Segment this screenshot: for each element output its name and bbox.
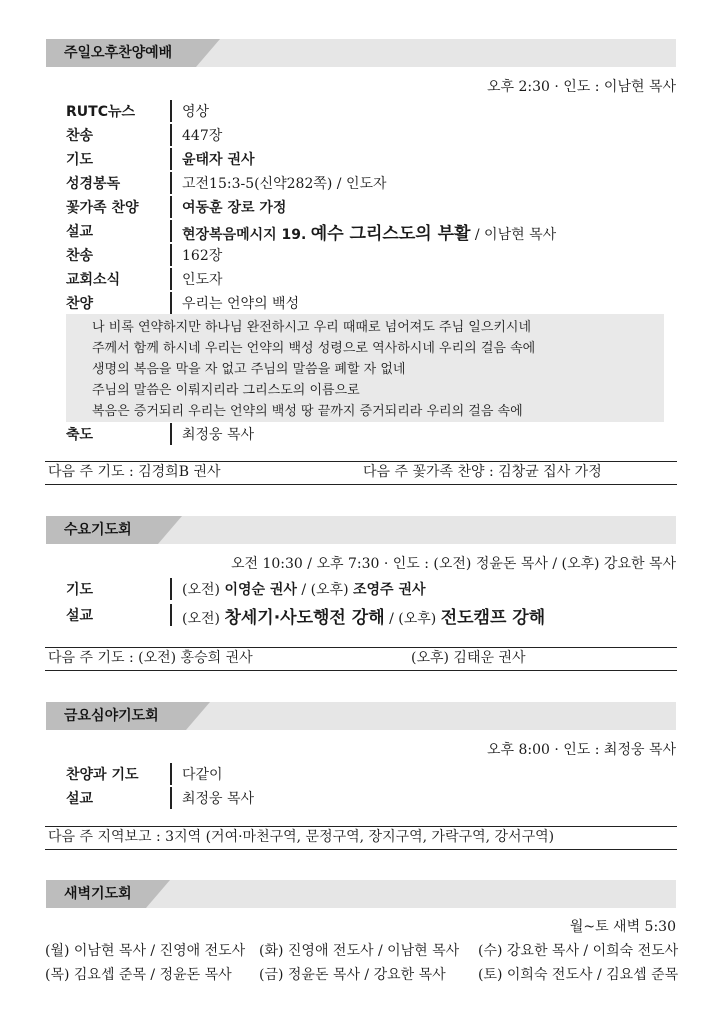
- divider: [170, 172, 172, 194]
- dawn-schedule-mon: (월) 이남현 목사 / 진영애 전도사: [45, 943, 246, 959]
- order-row-sermon: [66, 219, 556, 243]
- next-praise: 다음 주 꽃가족 찬양 : 김창균 집사 가정: [363, 464, 602, 480]
- order-row: [66, 577, 426, 601]
- order-label: 기도: [66, 152, 94, 168]
- section-header-wednesday: [46, 516, 676, 544]
- divider: [170, 244, 172, 266]
- section-title: 주일오후찬양예배: [46, 39, 196, 67]
- order-label: 성경봉독: [66, 176, 121, 192]
- dawn-schedule-wed: (수) 강요한 목사 / 이희숙 전도사: [478, 943, 679, 959]
- next-region-report: 다음 주 지역보고 : 3지역 (거여·마천구역, 문정구역, 장지구역, 가락구역, 강서구역): [48, 829, 555, 845]
- order-row: [66, 171, 387, 195]
- order-label: RUTC뉴스: [66, 104, 136, 120]
- order-label: 꽃가족 찬양: [66, 200, 139, 216]
- time-tag: (오전): [182, 610, 220, 627]
- order-label: 찬양과 기도: [66, 767, 139, 783]
- dawn-schedule-sat: (토) 이희숙 전도사 / 김요셉 준목: [478, 967, 679, 983]
- order-value: 우리는 언약의 백성: [182, 296, 300, 312]
- next-prayer: 다음 주 기도 : 김경희B 권사: [48, 464, 221, 480]
- order-label: 찬송: [66, 128, 94, 144]
- next-week-bar: [45, 826, 677, 850]
- next-prayer-am: 다음 주 기도 : (오전) 홍승희 권사: [48, 650, 253, 666]
- hymn-lyrics: [66, 314, 664, 422]
- sermon-am: 창세기·사도행전 강해: [224, 607, 385, 628]
- dawn-schedule-tue: (화) 진영애 전도사 / 이남현 목사: [259, 943, 460, 959]
- lyric-line: 나 비록 연약하지만 하나님 완전하시고 우리 때때로 넘어져도 주님 일으키시네: [92, 320, 532, 335]
- section-header-dawn: [46, 880, 676, 908]
- next-prayer-pm: (오후) 김태운 권사: [411, 650, 526, 666]
- order-value: 영상: [182, 104, 210, 120]
- divider: [170, 578, 172, 600]
- order-row: [66, 291, 299, 315]
- order-label: 기도: [66, 582, 94, 598]
- order-value: 인도자: [182, 272, 223, 288]
- order-value: 최정웅 목사: [182, 427, 255, 443]
- order-value: 윤태자 권사: [182, 152, 255, 168]
- divider: [170, 220, 172, 242]
- lyric-line: 생명의 복음을 막을 자 없고 주님의 말씀을 폐할 자 없네: [92, 362, 406, 377]
- divider: [170, 100, 172, 122]
- service-info: 오후 2:30 · 인도 : 이남현 목사: [486, 79, 676, 95]
- section-header-friday: [46, 702, 676, 730]
- separator: /: [296, 582, 311, 598]
- sermon-preacher: / 이남현 목사: [470, 226, 557, 243]
- order-label: 설교: [66, 608, 94, 624]
- lyric-line: 주님의 말씀은 이뤄지리라 그리스도의 이름으로: [92, 383, 360, 398]
- order-value: 고전15:3-5(신약282쪽) / 인도자: [182, 176, 387, 192]
- order-value: 최정웅 목사: [182, 791, 255, 807]
- order-label: 설교: [66, 791, 94, 807]
- prayer-am: 이영순 권사: [224, 582, 297, 598]
- separator: /: [384, 610, 399, 627]
- section-title: 새벽기도회: [46, 880, 146, 908]
- order-row-sermon: [66, 603, 545, 627]
- section-title: 금요심야기도회: [46, 702, 186, 730]
- divider: [170, 423, 172, 445]
- lyric-line: 주께서 함께 하시네 우리는 언약의 백성 성령으로 역사하시네 우리의 걸음 속에: [92, 341, 536, 356]
- time-tag: (오후): [398, 610, 437, 627]
- sermon-pm: 전도캠프 강해: [440, 607, 546, 628]
- divider: [170, 148, 172, 170]
- order-row: [66, 123, 222, 147]
- section-title: 수요기도회: [46, 516, 158, 544]
- lyric-line: 복음은 증거되리 우리는 언약의 백성 땅 끝까지 증거되리라 우리의 걸음 속에: [92, 404, 523, 419]
- dawn-schedule-thu: (목) 김요셉 준목 / 정윤돈 목사: [45, 967, 232, 983]
- order-label: 설교: [66, 224, 94, 240]
- next-week-bar: [45, 647, 677, 671]
- order-label: 찬양: [66, 296, 94, 312]
- divider: [170, 604, 172, 626]
- dawn-schedule-fri: (금) 정윤돈 목사 / 강요한 목사: [259, 967, 446, 983]
- order-row: [66, 786, 254, 810]
- section-header-sunday: [46, 39, 676, 67]
- next-week-bar: [45, 461, 677, 485]
- order-row: [66, 422, 254, 446]
- order-value: 447장: [182, 128, 223, 144]
- order-value: 162장: [182, 248, 223, 264]
- divider: [170, 268, 172, 290]
- order-label: 교회소식: [66, 272, 121, 288]
- order-label: 축도: [66, 427, 94, 443]
- order-row: [66, 99, 209, 123]
- order-label: 찬송: [66, 248, 94, 264]
- service-info: 오전 10:30 / 오후 7:30 · 인도 : (오전) 정윤돈 목사 / (오후) 강요한 목사: [230, 556, 676, 572]
- service-info: 월~토 새벽 5:30: [569, 919, 676, 935]
- order-value: 다같이: [182, 767, 223, 783]
- divider: [170, 787, 172, 809]
- order-value: 여동훈 장로 가정: [182, 200, 287, 216]
- time-tag: (오전): [182, 582, 220, 598]
- service-info: 오후 8:00 · 인도 : 최정웅 목사: [486, 742, 676, 758]
- time-tag: (오후): [310, 582, 349, 598]
- divider: [170, 124, 172, 146]
- prayer-pm: 조영주 권사: [353, 582, 426, 598]
- divider: [170, 196, 172, 218]
- sermon-series: 현장복음메시지 19.: [182, 226, 307, 243]
- order-row: [66, 147, 255, 171]
- sermon-title: 예수 그리스도의 부활: [310, 223, 471, 244]
- order-row: [66, 243, 222, 267]
- divider: [170, 763, 172, 785]
- divider: [170, 292, 172, 314]
- order-row: [66, 195, 286, 219]
- order-row: [66, 267, 223, 291]
- order-row: [66, 762, 223, 786]
